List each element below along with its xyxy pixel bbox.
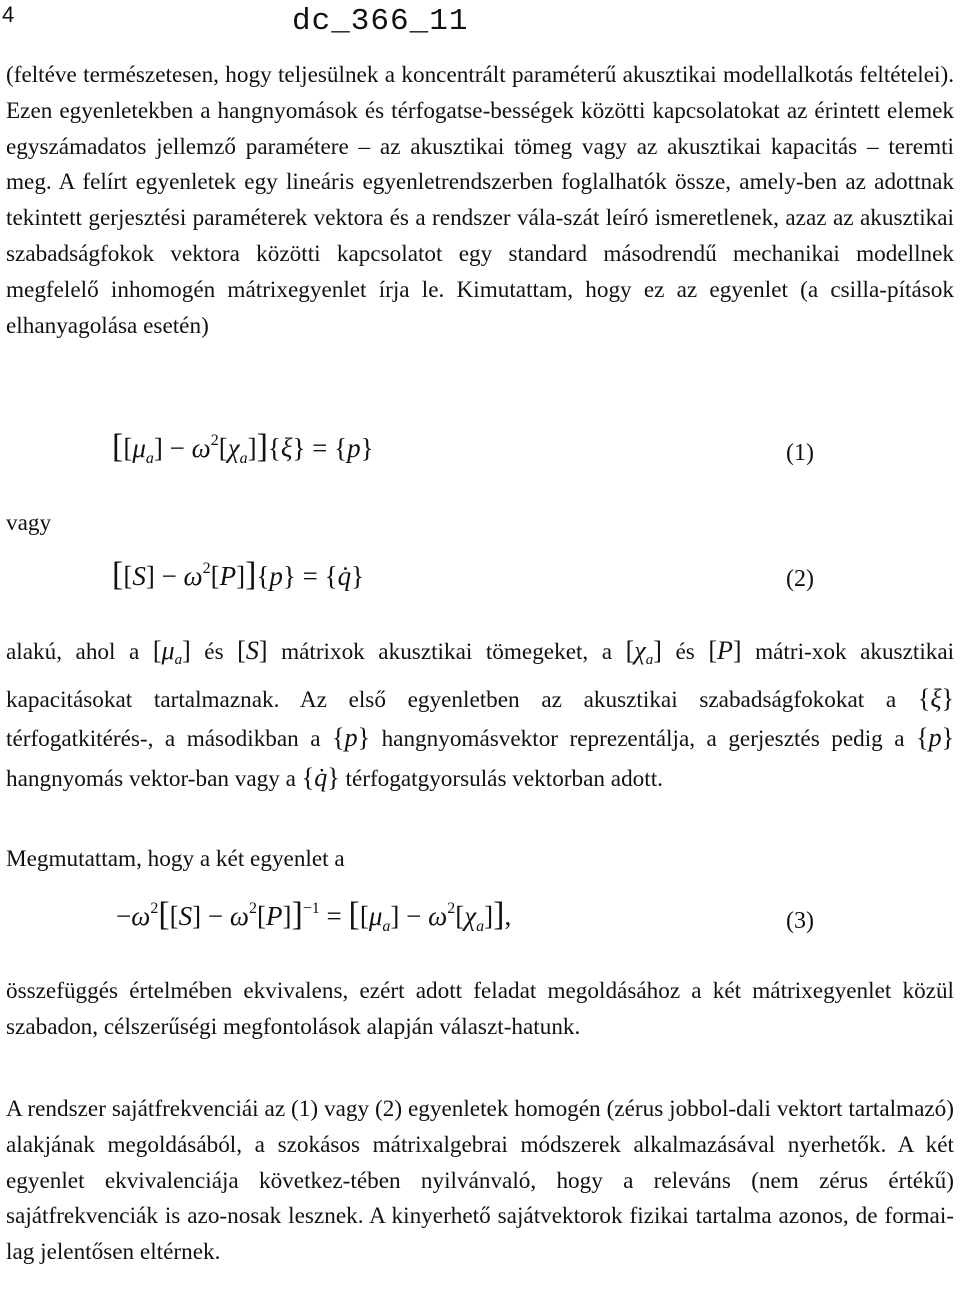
paragraph-equivalence-intro: Megmutattam, hogy a két egyenlet a: [6, 846, 345, 872]
paragraph-matrices: [6, 632, 954, 798]
math-xi-vector: {ξ}: [917, 683, 954, 713]
p2-text-6: térfogatkitérés-, a másodikban a: [6, 726, 321, 753]
math-p: [P]: [708, 636, 742, 665]
equation-2-number: (2): [786, 566, 814, 592]
p2-text-8: hangnyomás vektor-ban vagy a: [6, 765, 296, 792]
math-p-vector-2: {p}: [916, 723, 955, 753]
p2-text-2: és: [204, 639, 224, 665]
paragraph-equivalence: összefüggés értelmében ekvivalens, ezért adott feladat megoldásához a két mátrixegyenlet közül szabadon, célszerűségi megfontolások alapján választ-hatunk.: [6, 978, 954, 1040]
math-qdot-vector: {q̇}: [301, 762, 340, 792]
math-chi-a: $[\chi_a]$: [625, 636, 662, 668]
p2-text-4: és: [675, 639, 695, 665]
paragraph-intro: (feltéve természetesen, hogy teljesülnek a koncentrált paraméterű akusztikai modellalkotás feltételei). Ezen egyenletekben a hangnyomások és térfogatse-bességek közötti kapcsolatokat az érintett elemek egyszámadatos jellemző paramétere – az akusztikai tömeg vagy az akusztikai kapacitás – teremti meg. A felírt egyenletek egy lineáris egyenletrendszerben foglalhatók össze, amely-ben az adottnak tekintett gerjesztési paraméterek vektora és a rendszer vála-szát leíró ismeretlenek, azaz az akusztikai szabadságfokok vektora közötti kapcsolatot egy standard másodrendű mechanikai modellnek megfelelő inhomogén mátrixegyenlet írja le. Kimutattam, hogy ez az egyenlet (a csilla-pítások elhanyagolása esetén): [6, 62, 954, 339]
paragraph-eigenfrequencies: A rendszer sajátfrekvenciái az (1) vagy (2) egyenletek homogén (zérus jobbol-dali vektort tartalmazó) alakjának megoldásából, a szokásos mátrixalgebrai módszerek alkalmazásával nyerhetők. A két egyenlet ekvivalenciája következ-tében nyilvánvaló, hogy a releváns (nem zérus értékű) sajátfrekvenciák is azo-nosak lesznek. A kinyerhető sajátvektorok fizikai tartalma azonos, de formai-lag jelentősen eltérnek.: [6, 1096, 954, 1266]
equation-1: $[[\mu_a] - \omega^2[\chi_a]]\{\xi\} = \{p\}$: [112, 428, 374, 467]
p2-text-1: alakú, ahol a: [6, 639, 140, 665]
page-number: 4: [2, 2, 15, 27]
p2-text-7: hangnyomásvektor reprezentálja, a gerjesztés pedig a: [381, 726, 905, 753]
math-s: [S]: [237, 636, 268, 665]
math-mu-a: $[\mu_a]$: [152, 636, 191, 668]
equation-1-number: (1): [786, 440, 814, 466]
word-vagy: vagy: [6, 510, 52, 536]
equation-3: $-\omega^2[[S] - \omega^2[P]]^{-1} = [[\mu_a] - \omega^2[\chi_a]]$,: [116, 896, 512, 935]
equation-2: $[[S] - \omega^2[P]]\{p\}$ = {q̇}: [112, 556, 365, 593]
equation-3-number: (3): [786, 908, 814, 934]
p2-text-9: térfogatgyorsulás vektorban adott.: [345, 765, 663, 792]
p2-text-3: mátrixok akusztikai tömegeket, a: [281, 639, 613, 665]
math-p-vector: {p}: [332, 723, 371, 753]
p2-text-5: mátri-xok akusztikai kapacitásokat tartalmaznak. Az első egyenletben az akusztikai szabadságfokokat a: [6, 639, 955, 713]
document-id: dc_366_11: [292, 4, 469, 39]
